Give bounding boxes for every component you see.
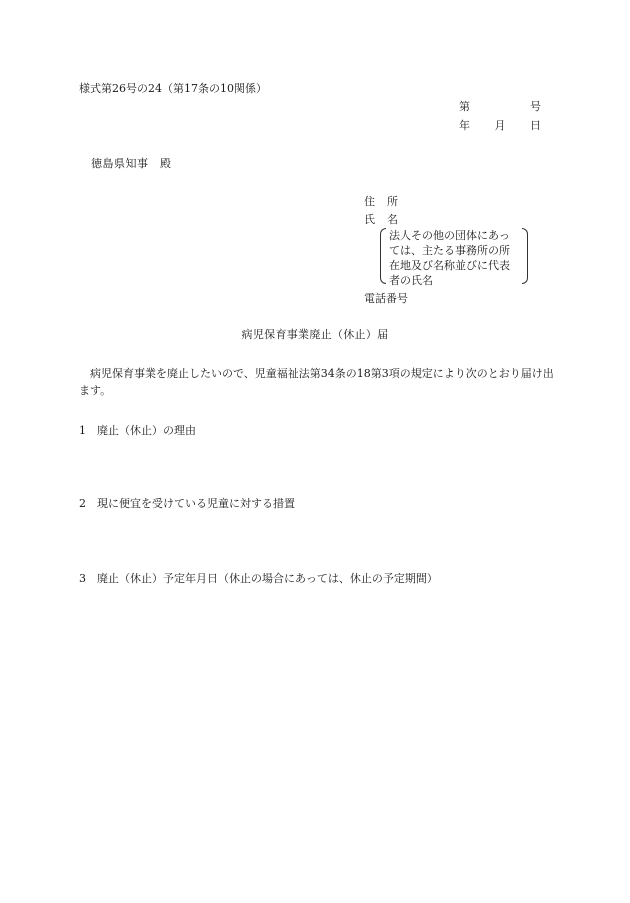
date-year: 年 — [459, 119, 470, 132]
name-label — [364, 213, 398, 227]
corporate-note-line: 在地及び名称並びに代表 — [389, 259, 510, 272]
date-day: 日 — [530, 119, 541, 132]
right-bracket — [522, 228, 528, 284]
document-number — [459, 100, 541, 114]
item-number: 1 — [79, 424, 86, 437]
item-text: 廃止（休止）予定年月日（休止の場合にあっては、休止の予定期間） — [97, 572, 438, 585]
corporate-note — [380, 226, 528, 286]
doc-number-go: 号 — [530, 100, 541, 113]
date-month: 月 — [494, 119, 506, 132]
item-number: 3 — [79, 572, 86, 585]
address-label-char-2: 所 — [387, 195, 398, 208]
list-item — [79, 497, 295, 511]
address-label — [364, 195, 398, 209]
item-text: 現に便宜を受けている児童に対する措置 — [97, 497, 295, 510]
addressee: 徳島県知事 殿 — [91, 157, 172, 170]
form-number: 様式第26号の24（第17条の10関係） — [79, 82, 267, 95]
item-text: 廃止（休止）の理由 — [97, 424, 196, 437]
corporate-note-line: ては、主たる事務所の所 — [389, 244, 510, 257]
name-label-char-1: 氏 — [364, 213, 375, 226]
body-sentence: 病児保育事業を廃止したいので、児童福祉法第34条の18第3項の規定により次のとおり届け出ます。 — [79, 367, 554, 397]
document-title: 病児保育事業廃止（休止）届 — [241, 328, 389, 341]
address-label-char-1: 住 — [364, 195, 375, 208]
list-item — [79, 572, 438, 586]
name-label-char-2: 名 — [387, 213, 398, 226]
body-text — [79, 365, 554, 399]
list-item — [79, 424, 196, 438]
corporate-note-line: 法人その他の団体にあっ — [389, 229, 510, 242]
submission-date — [459, 119, 541, 133]
left-bracket — [380, 228, 386, 284]
corporate-note-text — [389, 228, 510, 288]
phone-label: 電話番号 — [364, 292, 408, 305]
item-number: 2 — [79, 497, 86, 510]
doc-number-dai: 第 — [459, 100, 470, 113]
corporate-note-line: 者の氏名 — [389, 274, 433, 287]
